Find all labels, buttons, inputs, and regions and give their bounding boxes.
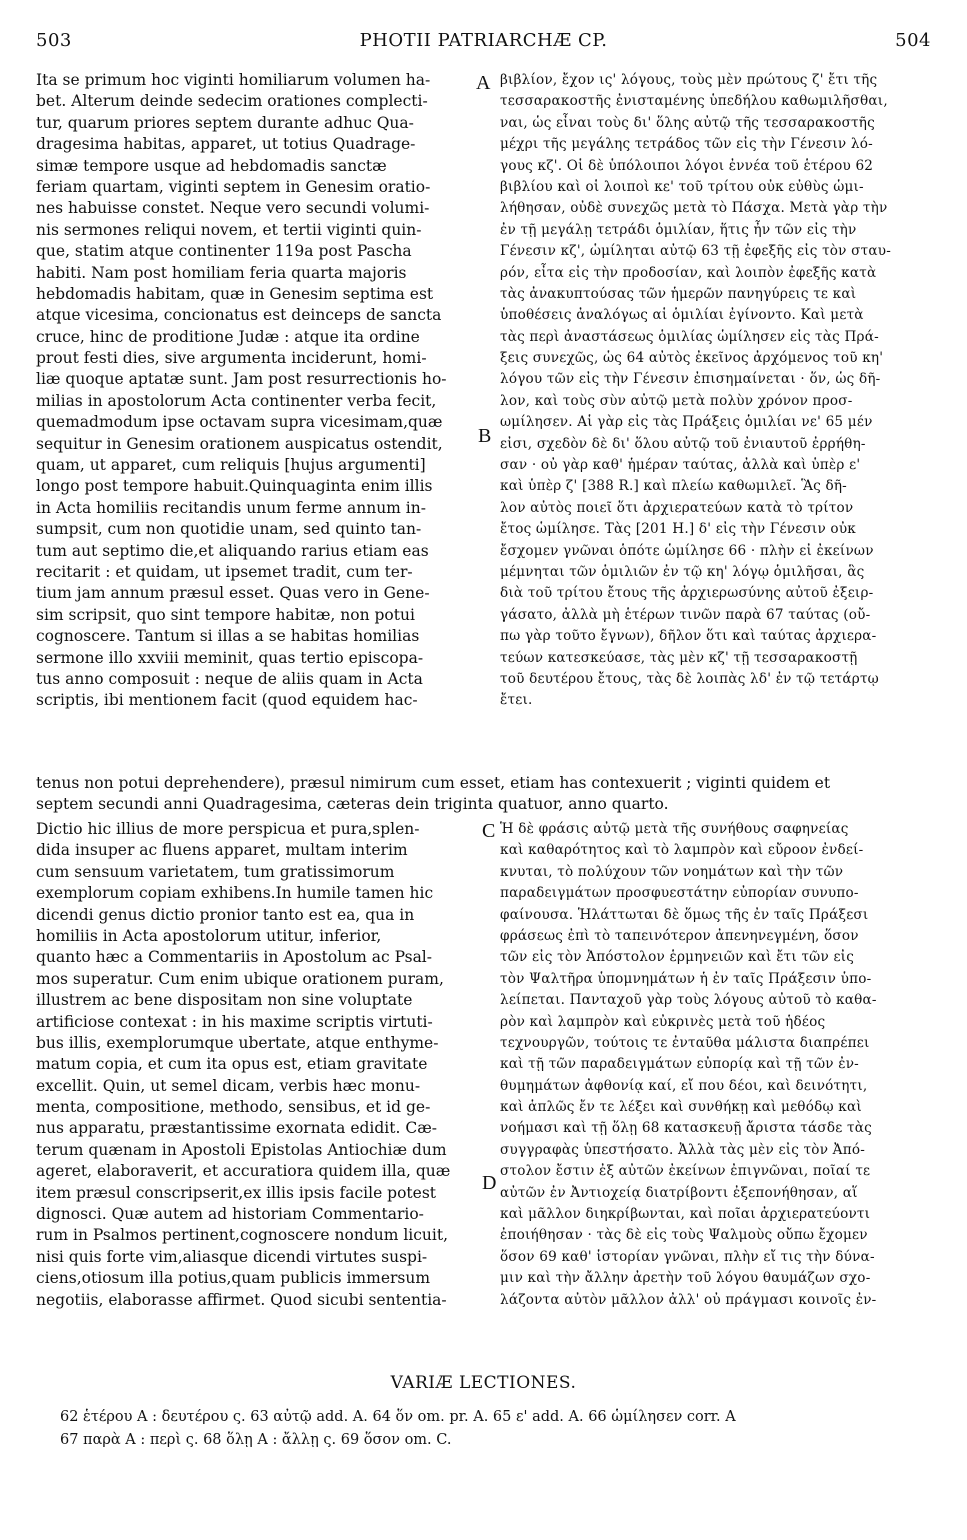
text-line: ciens,otiosum illa potius,quam publicis immersum (36, 1269, 431, 1288)
text-line: quanto hæc a Commentariis in Apostolum ac Psal- (36, 948, 433, 967)
text-line: Γένεσιν κζ', ὡμίληται αὐτῷ 63 τῇ ἐφεξῆς εἰς τὸν σταυ- (500, 243, 892, 260)
text-line: καὶ μᾶλλον διηκρίβωνται, καὶ ποῖαι ἀρχιερατεύοντι (500, 1206, 871, 1223)
text-line: καὶ ἁπλῶς ἔν τε λέξει καὶ συνθήκῃ καὶ μεθόδῳ καὶ (500, 1099, 862, 1116)
greek-column-bottom (500, 819, 932, 1311)
text-line: tur, quarum priores septem durante adhuc Qua- (36, 113, 414, 132)
text-line: αὐτῶν ἐν Ἀντιοχείᾳ διατρίβοντι ἐξεπονήθησαν, αἵ (500, 1184, 858, 1201)
variae-lectiones-heading: VARIÆ LECTIONES. (390, 1373, 577, 1393)
text-line: 62 ἑτέρου A : δευτέρου ς. 63 αὐτῷ add. A. 64 ὅν om. pr. A. 65 ε' add. A. 66 ὡμίλησεν corr. A (60, 1409, 736, 1425)
text-line: cruce, hinc de proditione Judæ : atque ita ordine (36, 327, 420, 346)
text-line: καὶ τῇ τῶν παραδειγμάτων εὐπορίᾳ καὶ τῇ τῶν ἐν- (500, 1056, 859, 1073)
text-line: τὸν Ψαλτῆρα ὑπομνημάτων ἡ ἐν ταῖς Πράξεσιν ὑπο- (500, 970, 872, 987)
text-line: dragesima habitas, apparet, ut totius Quadrage- (36, 135, 416, 154)
text-line: rum in Psalmos pertinent,cognoscere nondum licuit, (36, 1226, 449, 1245)
text-line: liæ quoque aptatæ sunt. Jam post resurrectionis ho- (36, 370, 447, 389)
text-line: θυμημάτων ἀφθονίᾳ καί, εἴ που δέοι, καὶ δεινότητι, (500, 1077, 868, 1094)
text-line: hebdomadis habitam, quæ in Genesim septima est (36, 284, 434, 303)
text-line: simæ tempore usque ad hebdomadis sanctæ (36, 156, 387, 175)
text-line: ὅσον 69 καθ' ἱστορίαν γνῶναι, πλὴν εἴ τις τὴν δύνα- (500, 1248, 875, 1265)
text-line: ἐν τῇ μεγάλῃ τετράδι ὁμιλίαν, ἥτις ἦν τῶν εἰς τὴν (500, 221, 857, 238)
text-line: excellit. Quin, ut semel dicam, verbis hæc monu- (36, 1076, 421, 1095)
text-line: milias in apostolorum Acta continenter verba fecit, (36, 391, 437, 410)
text-line: quam, ut apparet, cum reliquis [hujus argumenti] (36, 456, 426, 475)
text-line: nis sermones reliqui novem, et tertii viginti quin- (36, 220, 422, 239)
text-line: prout festi dies, sive argumenta inciderunt, homi- (36, 349, 427, 368)
text-line: bet. Alterum deinde sedecim orationes complecti- (36, 92, 428, 111)
text-line: Ita se primum hoc viginti homiliarum volumen ha- (36, 71, 431, 89)
text-line: habiti. Nam post homiliam feria quarta majoris (36, 263, 407, 282)
text-line: Ἡ δὲ φράσις αὐτῷ μετὰ τῆς συνήθους σαφηνείας (500, 821, 849, 837)
text-line: βιβλίου καὶ οἱ λοιποὶ κε' τοῦ τρίτου οὐκ εὐθὺς ὡμι- (500, 178, 864, 195)
text-line: nus apparatu, præstantissime exornata edidit. Cæ- (36, 1119, 438, 1138)
text-line: μέχρι τῆς μεγάλης τετράδος τῶν εἰς τὴν Γένεσιν λό- (500, 136, 873, 153)
text-line: terum quænam in Apostoli Epistolas Antiochiæ dum (36, 1140, 447, 1159)
left-page-number: 503 (36, 30, 72, 51)
text-line: μιν καὶ τὴν ἄλλην ἀρετὴν τοῦ λόγου θαυμάζων σχο- (500, 1270, 871, 1287)
margin-letter-d: D (482, 1172, 497, 1194)
text-line: τὰς ἀνακυπτούσας τῶν ἡμερῶν πανηγύρεις τε καὶ (500, 285, 857, 302)
text-line: συγγραφὰς ὑπεστήσατο. Ἀλλὰ τὰς μὲν εἰς τὸν Ἀπό- (500, 1141, 866, 1158)
text-line: ἔτει. (500, 692, 533, 709)
right-page-number: 504 (895, 30, 931, 51)
text-line: κνυται, τὸ πολύχουν τῶν νοημάτων καὶ τὴν τῶν (500, 863, 844, 880)
margin-letter-c: C (482, 820, 496, 842)
text-line: παραδειγμάτων προσφυεστάτην εὐπορίαν συνυπο- (500, 885, 859, 902)
text-line: γους κζ'. Οἱ δὲ ὑπόλοιποι λόγοι ἐννέα τοῦ ἑτέρου 62 (500, 157, 874, 174)
text-line: στολον ἔστιν ἐξ αὐτῶν ἐκείνων ἐπιγνῶναι, ποῖαί τε (500, 1163, 871, 1180)
text-line: διὰ τοῦ τρίτου ἔτους τῆς ἀρχιερωσύνης αὐτοῦ ἐξειρ- (500, 585, 874, 602)
text-line: λον αὐτὸς ποιεῖ ὅτι ἀρχιερατεύων κατὰ τὸ τρίτον (500, 499, 854, 516)
text-line: ὑποθέσεις ἀναλόγως αἱ ὁμιλίαι ἐγίνοντο. Καὶ μετὰ (500, 307, 864, 324)
text-line: longo post tempore habuit.Quinquaginta enim illis (36, 477, 433, 496)
text-line: τῶν εἰς τὸν Ἀπόστολον ἑρμηνειῶν καὶ ἔτι τῶν εἰς (500, 949, 855, 966)
text-line: illustrem ac bene dispositam non sine voluptate (36, 991, 413, 1010)
text-line: bus illis, exemplorumque ubertate, atque enthyme- (36, 1033, 439, 1052)
text-line: τοῦ δευτέρου ἔτους, τὰς δὲ λοιπὰς λδ' ἐν τῷ τετάρτῳ (500, 670, 879, 687)
text-line: τεύων κατεσκεύασε, τὰς μὲν κζ' τῇ τεσσαρακοστῇ (500, 649, 858, 666)
text-line: tum aut septimo die,et aliquando rarius etiam eas (36, 541, 429, 560)
text-line: scriptis, ibi mentionem facit (quod equidem hac- (36, 691, 418, 710)
text-line: tus anno composuit : neque de aliis quam in Acta (36, 669, 423, 688)
text-line: γάσατο, ἀλλὰ μὴ ἑτέρων τινῶν παρὰ 67 ταύτας (οὔ- (500, 606, 871, 623)
text-line: mos superatur. Cum enim ubique orationem puram, (36, 969, 444, 988)
text-line: septem secundi anni Quadragesima, cæteras dein triginta quatuor, anno quarto. (36, 795, 669, 814)
text-line: ναι, ὡς εἶναι τοὺς δι' ὅλης αὐτῷ τῆς τεσσαρακοστῆς (500, 114, 875, 131)
text-line: ἔτος ὡμίλησε. Τὰς [201 H.] δ' εἰς τὴν Γένεσιν οὐκ (500, 521, 856, 538)
text-line: ρὸν καὶ λαμπρὸν καὶ εὐκρινὲς μετὰ τοῦ ἡδέος (500, 1013, 826, 1030)
text-line: λόγου τῶν εἰς τὴν Γένεσιν ἐπισημαίνεται · ὅν, ὡς δῆ- (500, 371, 881, 388)
text-line: καὶ ὑπὲρ ζ' [388 R.] καὶ πλείω καθωμιλεῖ. Ἃς δῆ- (500, 478, 847, 495)
text-line: sermone illo xxviii meminit, quas tertio episcopa- (36, 648, 424, 667)
text-line: τὰς περὶ ἀναστάσεως ὁμιλίας ὡμίλησεν εἰς τὰς Πρά- (500, 328, 879, 345)
text-line: quemadmodum ipse octavam supra vicesimam,quæ (36, 413, 443, 432)
text-line: λείπεται. Πανταχοῦ γὰρ τοὺς λόγους αὐτοῦ τὸ καθα- (500, 992, 877, 1009)
margin-letter-a: A (476, 72, 491, 94)
text-line: τεχνουργῶν, τούτοις τε ἐνταῦθα μάλιστα διαπρέπει (500, 1034, 870, 1051)
text-line: λήθησαν, οὐδὲ συνεχῶς μετὰ τὸ Πάσχα. Μετὰ γὰρ τὴν (500, 200, 888, 217)
text-line: cognoscere. Tantum si illas a se habitas homilias (36, 627, 420, 646)
text-line: atque vicesima, concionatus est deinceps de sancta (36, 306, 442, 325)
greek-column-top (500, 70, 932, 712)
text-line: ρόν, εἶτα εἰς τὴν προδοσίαν, καὶ λοιπὸν ἐφεξῆς κατὰ (500, 264, 877, 281)
text-line: εἰσι, σχεδὸν δὲ δι' ὅλου αὐτῷ τοῦ ἐνιαυτοῦ ἐρρήθη- (500, 435, 866, 452)
text-line: recitarit : et quidam, ut ipsemet tradit, cum ter- (36, 562, 413, 581)
text-line: ἔσχομεν γνῶναι ὁπότε ὡμίλησε 66 · πλὴν εἰ ἐκείνων (500, 542, 874, 559)
text-line: σαν · οὐ γὰρ καθ' ἡμέραν ταύτας, ἀλλὰ καὶ ὑπὲρ ε' (500, 457, 861, 474)
text-line: νοήμασι καὶ τῇ ὅλῃ 68 κατασκευῇ ἄριστα τάσδε τὰς (500, 1120, 872, 1137)
text-line: tenus non potui deprehendere), præsul nimirum cum esset, etiam has contexuerit ; viginti quidem et (36, 774, 831, 792)
margin-letter-b: B (478, 425, 492, 447)
text-line: item præsul conscripserit,ex illis ipsis facile potest (36, 1183, 437, 1202)
text-line: cum sensuum varietatem, tum gratissimorum (36, 862, 395, 881)
text-line: nisi quis forte vim,aliasque dicendi virtutes suspi- (36, 1247, 428, 1266)
text-line: λον, καὶ τοὺς σὺν αὐτῷ μετὰ πολὺν χρόνον προσ- (500, 392, 853, 409)
text-line: τεσσαρακοστῆς ἐνισταμένης ὑπεδήλου καθωμιλῆσθαι, (500, 93, 888, 110)
text-line: feriam quartam, viginti septem in Genesim oratio- (36, 177, 431, 196)
text-line: negotiis, elaborasse affirmet. Quod sicubi sententia- (36, 1290, 447, 1309)
text-line: artificiose contexat : in his maxime scriptis virtuti- (36, 1012, 433, 1031)
text-line: φαίνουσα. Ἡλάττωται δὲ ὅμως τῆς ἐν ταῖς Πράξεσι (500, 906, 869, 923)
text-line: ξεις συνεχῶς, ὡς 64 αὐτὸς ἐκεῖνος ἀρχόμενος τοῦ κη' (500, 350, 884, 367)
text-line: ωμίλησεν. Αἱ γὰρ εἰς τὰς Πράξεις ὁμιλίαι νε' 65 μέν (500, 414, 873, 431)
text-line: φράσεως ἐπὶ τὸ ταπεινότερον ἀπενηνεγμένη, ὅσον (500, 927, 859, 944)
text-line: sumpsit, cum non quotidie unam, sed quinto tan- (36, 520, 422, 539)
text-line: dida insuper ac fluens apparet, multam interim (36, 841, 408, 860)
text-line: dicendi genus dictio pronior tanto est ea, qua in (36, 905, 415, 924)
text-line: que, statim atque continenter 119a post Pascha (36, 242, 412, 261)
text-line: ageret, elaboraverit, et accuratiora quidem illa, quæ (36, 1162, 451, 1181)
text-line: tium jam annum præsul esset. Quas vero in Gene- (36, 584, 430, 603)
text-line: menta, compositione, methodo, sensibus, et id ge- (36, 1098, 431, 1117)
text-line: πω γὰρ τοῦτο ἔγνων), δῆλον ὅτι καὶ ταύτας ἀρχιερα- (500, 628, 877, 645)
text-line: καὶ καθαρότητος καὶ τὸ λαμπρὸν καὶ εὔροον ἐνδεί- (500, 842, 864, 859)
text-line: 67 παρὰ A : περὶ ς. 68 ὅλῃ A : ἄλλῃ ς. 69 ὅσον om. C. (60, 1432, 452, 1448)
text-line: μέμνηται τῶν ὁμιλιῶν ἐν τῷ κη' λόγῳ ὁμιλῆσαι, ἃς (500, 563, 865, 580)
variae-lectiones-notes (60, 1406, 940, 1452)
text-line: sim scripsit, quo sint tempore habitæ, non potui (36, 605, 415, 624)
text-line: nes habuisse constet. Neque vero secundi volumi- (36, 199, 430, 218)
text-line: homiliis in Acta apostolorum utitur, inferior, (36, 926, 382, 945)
latin-column-bottom (36, 819, 474, 1311)
latin-column-top (36, 70, 474, 712)
running-title: PHOTII PATRIARCHÆ CP. (359, 30, 608, 51)
full-width-latin-lines (36, 773, 932, 816)
text-line: λάζοντα αὐτὸν μᾶλλον ἀλλ' οὐ πράγμασι κοινοῖς ἐν- (500, 1291, 877, 1308)
text-line: matum copia, et cum ita opus est, etiam gravitate (36, 1055, 428, 1074)
text-line: Dictio hic illius de more perspicua et pura,splen- (36, 820, 420, 838)
text-line: βιβλίον, ἔχον ις' λόγους, τοὺς μὲν πρώτους ζ' ἔτι τῆς (500, 72, 878, 88)
text-line: sequitur in Genesim orationem auspicatus ostendit, (36, 434, 443, 453)
text-line: exemplorum copiam exhibens.In humile tamen hic (36, 884, 434, 903)
text-line: in Acta homiliis recitandis unum ferme annum in- (36, 498, 426, 517)
text-line: ἐποιήθησαν · τὰς δὲ εἰς τοὺς Ψαλμοὺς οὔπω ἔχομεν (500, 1227, 868, 1244)
text-line: dignosci. Quæ autem ad historiam Commentario- (36, 1205, 424, 1224)
